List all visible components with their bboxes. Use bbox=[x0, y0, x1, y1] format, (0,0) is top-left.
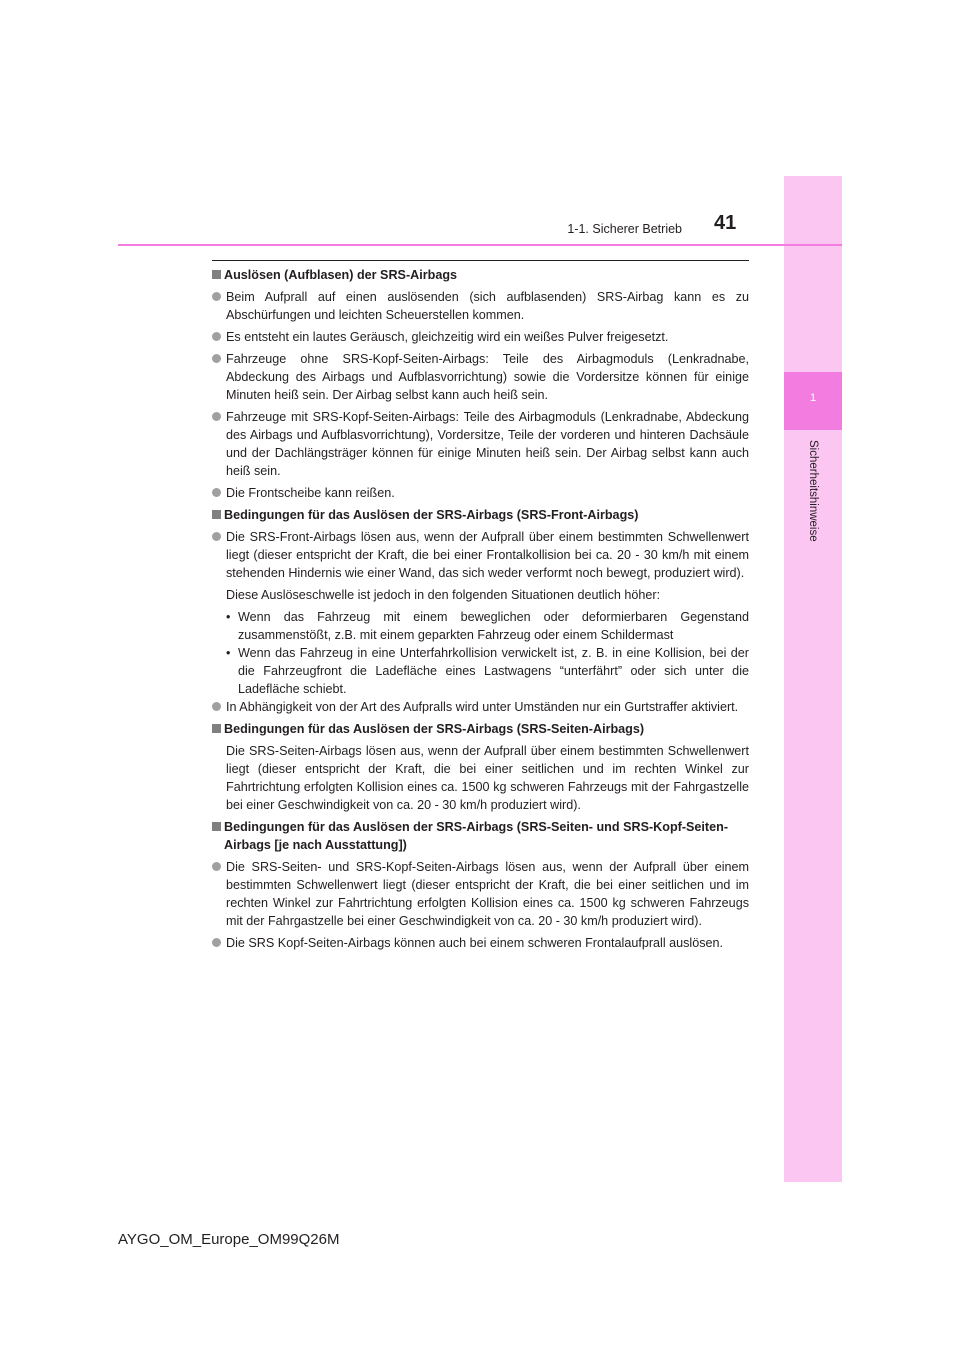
list-item bbox=[212, 698, 749, 716]
section-heading: Auslösen (Aufblasen) der SRS-Airbags bbox=[212, 266, 749, 284]
list-item-text: Fahrzeuge mit SRS-Kopf-Seiten-Airbags: Teile des Airbagmoduls (Lenkradnabe, Abdeckung des Airbags und Aufblasvorrichtung), Vordersitze, Teile der vorderen und hinteren Dachsäule und der Dachlängsträger können für einige Minuten heiß sein. Der Airbag selbst kann auch heiß sein. bbox=[226, 410, 749, 478]
list-item-text: Die SRS-Front-Airbags lösen aus, wenn der Aufprall über einem bestimmten Schwellenwert liegt (dieser entspricht der Kraft, die bei einer Frontalkollision bei ca. 20 - 30 km/h mit einem stehenden Hindernis wie einer Wand, das sich weder verformt noch bewegt, produziert wird). bbox=[226, 530, 749, 580]
content-rule bbox=[212, 260, 749, 261]
list-item bbox=[212, 328, 749, 346]
page-content bbox=[212, 266, 749, 956]
bullet-icon bbox=[212, 702, 221, 711]
list-item bbox=[212, 288, 749, 324]
sub-item bbox=[212, 608, 749, 644]
bullet-icon bbox=[212, 532, 221, 541]
section-title: 1-1. Sicherer Betrieb bbox=[567, 222, 682, 236]
list-item-text: Die SRS-Seiten- und SRS-Kopf-Seiten-Airbags lösen aus, wenn der Aufprall über einem bestimmten Schwellenwert liegt (dieser entspricht der Kraft, die bei einer seitlichen und im rechten Winkel zur Fahrtrichtung erfolgten Kollision eines ca. 1500 kg schweren Fahrzeugs mit der Fahrgastzelle bei einer Geschwindigkeit von ca. 20 - 30 km/h produziert wird). bbox=[226, 860, 749, 928]
header-divider bbox=[118, 244, 842, 246]
list-item-text: Fahrzeuge ohne SRS-Kopf-Seiten-Airbags: Teile des Airbagmoduls (Lenkradnabe, Abdeckung des Airbags und Aufblasvorrichtung) sowie die Vordersitze können für einige Minuten heiß sein. Der Airbag selbst kann auch heiß sein. bbox=[226, 352, 749, 402]
dot-icon: • bbox=[226, 646, 231, 660]
list-item-text: Die SRS Kopf-Seiten-Airbags können auch bei einem schweren Frontalaufprall auslösen. bbox=[226, 936, 724, 950]
list-item bbox=[212, 858, 749, 930]
section-text: Die SRS-Seiten-Airbags lösen aus, wenn der Aufprall über einem bestimmten Schwellenwert liegt (dieser entspricht der Kraft, die bei einer seitlichen und im rechten Winkel zur Fahrtrichtung erfolgten Kollision eines ca. 1500 kg schweren Fahrzeugs mit der Fahrgastzelle bei einer Geschwindigkeit von ca. 20 - 30 km/h produziert wird). bbox=[226, 744, 749, 812]
list-item bbox=[212, 934, 749, 952]
bullet-icon bbox=[212, 354, 221, 363]
sub-item bbox=[212, 644, 749, 698]
bullet-icon bbox=[212, 862, 221, 871]
note-text: Diese Auslöseschwelle ist jedoch in den folgenden Situationen deutlich höher: bbox=[226, 588, 661, 602]
chapter-label: Sicherheitshinweise bbox=[807, 440, 819, 542]
list-item bbox=[212, 484, 749, 502]
section-heading: Bedingungen für das Auslösen der SRS-Airbags (SRS-Front-Airbags) bbox=[212, 506, 749, 524]
page-number: 41 bbox=[714, 212, 737, 234]
bullet-icon bbox=[212, 488, 221, 497]
list-item-text: Beim Aufprall auf einen auslösenden (sich aufblasenden) SRS-Airbag kann es zu Abschürfungen und leichten Scheuerstellen kommen. bbox=[226, 290, 749, 322]
list-item bbox=[212, 408, 749, 480]
section-heading: Bedingungen für das Auslösen der SRS-Airbags (SRS-Seiten-Airbags) bbox=[212, 720, 749, 738]
list-item-text: In Abhängigkeit von der Art des Aufpralls wird unter Umständen nur ein Gurtstraffer aktiviert. bbox=[226, 700, 739, 714]
bullet-icon bbox=[212, 332, 221, 341]
bullet-icon bbox=[212, 292, 221, 301]
list-item-text: Die Frontscheibe kann reißen. bbox=[226, 486, 395, 500]
list-item bbox=[212, 528, 749, 582]
bullet-icon bbox=[212, 938, 221, 947]
list-item-text: Es entsteht ein lautes Geräusch, gleichzeitig wird ein weißes Pulver freigesetzt. bbox=[226, 330, 669, 344]
list-item bbox=[212, 350, 749, 404]
dot-icon: • bbox=[226, 610, 231, 624]
chapter-number: 1 bbox=[809, 392, 817, 404]
sub-item-text: Wenn das Fahrzeug mit einem beweglichen oder deformierbaren Gegenstand zusammenstößt, z.B. mit einem geparkten Fahrzeug oder einem Schildermast bbox=[238, 610, 749, 642]
side-tab bbox=[784, 176, 842, 1182]
section-heading: Bedingungen für das Auslösen der SRS-Airbags (SRS-Seiten- und SRS-Kopf-Seiten-Airbags [je nach Ausstattung]) bbox=[212, 818, 749, 854]
sub-item-text: Wenn das Fahrzeug in eine Unterfahrkollision verwickelt ist, z. B. in eine Kollision, bei der die Fahrzeugfront die Ladefläche eines Lastwagens “unterfährt” oder sich unter die Ladefläche schiebt. bbox=[238, 646, 749, 696]
footer-doc-id: AYGO_OM_Europe_OM99Q26M bbox=[118, 1231, 340, 1248]
bullet-icon bbox=[212, 412, 221, 421]
